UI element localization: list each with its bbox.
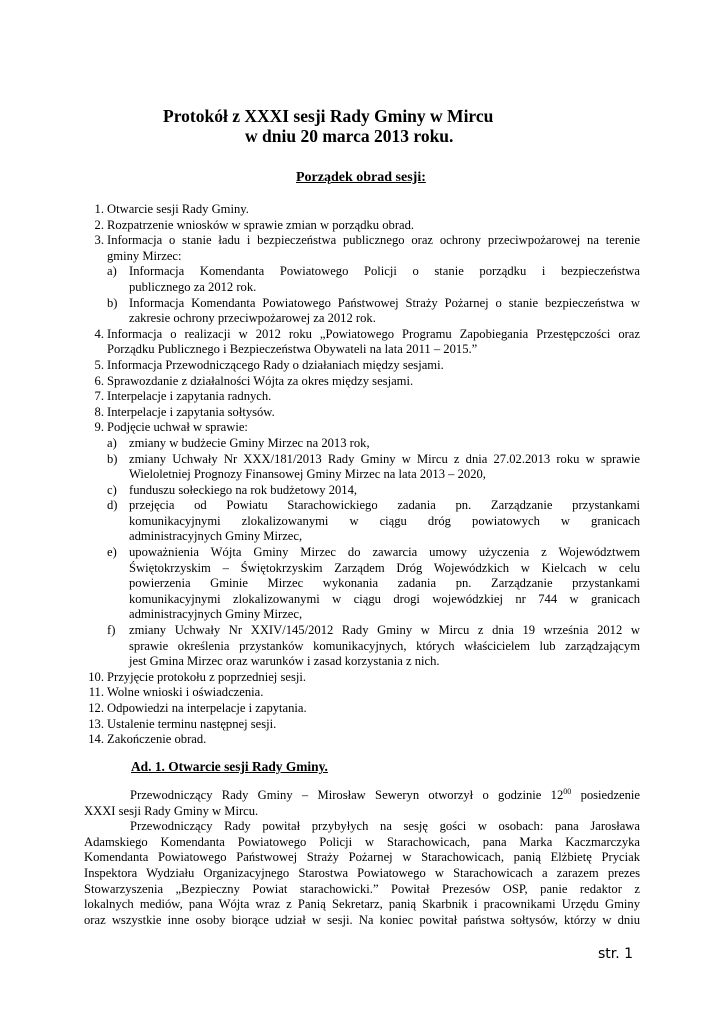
agenda-item bbox=[84, 717, 640, 733]
agenda-item bbox=[84, 420, 640, 436]
text-line: Odpowiedzi na interpelacje i zapytania. bbox=[107, 701, 307, 715]
agenda-item-number: 13. bbox=[88, 716, 104, 731]
page-title: Protokół z XXXI sesji Rady Gminy w Mircu bbox=[163, 106, 494, 126]
text-line: Zakończenie obrad. bbox=[107, 732, 207, 747]
agenda-subitem bbox=[84, 264, 640, 295]
agenda-item bbox=[84, 732, 640, 748]
agenda-subitem bbox=[84, 296, 640, 327]
text-line: Podjęcie uchwał w sprawie: bbox=[107, 420, 248, 435]
paragraph-line: lokalnych mediów, pana Wójta wraz z Panią Sekretarz, panią Skarbnik i pracownikami Urzędu Gminy bbox=[84, 897, 640, 912]
hour-superscript: 00 bbox=[563, 786, 572, 796]
agenda-item bbox=[84, 358, 640, 374]
agenda-item-number: 7. bbox=[94, 389, 104, 404]
paragraph-line bbox=[84, 788, 640, 804]
paragraph-line: oraz wszystkie inne osoby biorące udział w sesji. Na koniec powitał państwa sołtysów, którzy w dniu bbox=[84, 912, 640, 927]
text-line: sprawie określenia przystanków komunikacyjnych, których właścicielem lub zarządzającym bbox=[129, 638, 640, 653]
text-line: Interpelacje i zapytania sołtysów. bbox=[107, 404, 275, 419]
agenda-subitem-letter: f) bbox=[107, 623, 116, 638]
agenda-subitem bbox=[84, 483, 640, 499]
agenda-item-number: 6. bbox=[94, 373, 104, 388]
text-line: jest Gmina Mirzec oraz warunków i zasad korzystania z nich. bbox=[129, 654, 440, 669]
agenda-item bbox=[84, 202, 640, 218]
agenda-item-number: 10. bbox=[88, 669, 104, 684]
agenda-item bbox=[84, 233, 640, 264]
text-line: Porządku Publicznego i Bezpieczeństwa Obywateli na lata 2011 – 2015.” bbox=[107, 342, 478, 357]
text-line: Informacja Przewodniczącego Rady o działaniach między sesjami. bbox=[107, 357, 444, 372]
agenda-subitem bbox=[84, 623, 640, 670]
agenda-item-number: 4. bbox=[94, 326, 104, 341]
agenda-item-number: 2. bbox=[94, 217, 104, 232]
text-line: Informacja o stanie ładu i bezpieczeństwa publicznego oraz ochrony przeciwpożarowej na terenie bbox=[107, 233, 640, 248]
text-line: Informacja Komendanta Powiatowego Policji o stanie porządku i bezpieczeństwa bbox=[129, 264, 640, 279]
agenda-item bbox=[84, 405, 640, 421]
agenda-subitem bbox=[84, 452, 640, 483]
agenda-item bbox=[84, 701, 640, 717]
agenda-subitem-letter: a) bbox=[107, 435, 117, 450]
text-line: komunikacyjnymi zlokalizowanymi w ciągu drogi wojewódzkiej nr 744 w granicach bbox=[129, 591, 640, 606]
text-line: Rozpatrzenie wniosków w sprawie zmian w porządku obrad. bbox=[107, 217, 415, 232]
agenda-item bbox=[84, 389, 640, 405]
agenda-item-number: 1. bbox=[94, 202, 104, 216]
agenda-subitem-letter: a) bbox=[107, 264, 117, 279]
text-line: komunikacyjnymi zlokalizowanymi w ciągu dróg powiatowych w granicach bbox=[129, 513, 640, 528]
text-line: powierzenia Gminie Mirzec wykonania zadania pn. Zarządzanie przystankami bbox=[129, 576, 640, 591]
agenda-subitem bbox=[84, 498, 640, 545]
text-line: publicznego za 2012 rok. bbox=[129, 279, 257, 294]
page-number: str. 1 bbox=[598, 946, 634, 962]
paragraph-guests bbox=[84, 819, 640, 928]
agenda-subitem-letter: c) bbox=[107, 482, 117, 497]
text-line: Sprawozdanie z działalności Wójta za okres między sesjami. bbox=[107, 373, 414, 388]
paragraph-line: Przewodniczący Rady powitał przybyłych na sesję gości w osobach: pana Jarosława bbox=[130, 819, 640, 834]
paragraph-line: Komendanta Powiatowego Państwowej Straży Pożarnej w Starachowicach, panią Elżbietę Pryciak bbox=[84, 850, 640, 865]
agenda-item bbox=[84, 685, 640, 701]
paragraph-opening bbox=[84, 788, 640, 819]
agenda-subitem bbox=[84, 545, 640, 623]
text-line: Przyjęcie protokołu z poprzedniej sesji. bbox=[107, 669, 306, 684]
text-line: zakresie ochrony przeciwpożarowej za 2012 rok. bbox=[129, 311, 376, 326]
text-line: gminy Mirzec: bbox=[107, 248, 182, 263]
agenda-item-number: 5. bbox=[94, 357, 104, 372]
agenda-subitem-letter: d) bbox=[107, 498, 118, 513]
text-line: zmiany Uchwały Nr XXX/181/2013 Rady Gminy w Mircu z dnia 27.02.2013 roku w sprawie bbox=[129, 451, 640, 466]
text-line: Wolne wnioski i oświadczenia. bbox=[107, 685, 264, 700]
agenda-item bbox=[84, 670, 640, 686]
agenda-subitem-letter: e) bbox=[107, 545, 117, 560]
agenda-subitem-letter: b) bbox=[107, 451, 118, 466]
agenda-subitem-letter: b) bbox=[107, 295, 118, 310]
text-line: zmiany w budżecie Gminy Mirzec na 2013 rok, bbox=[129, 435, 370, 450]
agenda-subitem bbox=[84, 436, 640, 452]
agenda-item-number: 12. bbox=[88, 701, 104, 715]
agenda-item-number: 8. bbox=[94, 404, 104, 419]
text-line: Świętokrzyskim – Świętokrzyskim Zarządem Dróg Wojewódzkich w Kielcach w celu bbox=[129, 560, 640, 575]
paragraph-line: Adamskiego Komendanta Powiatowego Policji w Starachowicach, pana Marka Kaczmarczyka bbox=[84, 834, 640, 849]
section-heading-ad1: Ad. 1. Otwarcie sesji Rady Gminy. bbox=[131, 759, 328, 774]
agenda-item bbox=[84, 374, 640, 390]
text-line: Ustalenie terminu następnej sesji. bbox=[107, 716, 277, 731]
agenda-item-number: 9. bbox=[94, 420, 104, 435]
text-line: Informacja o realizacji w 2012 roku „Powiatowego Programu Zapobiegania Przestępczości oraz bbox=[107, 326, 640, 341]
paragraph-line: XXXI sesji Rady Gminy w Mircu. bbox=[84, 803, 259, 818]
text-line: upoważnienia Wójta Gminy Mirzec do zawarcia umowy użyczenia z Województwem bbox=[129, 545, 640, 560]
agenda-item-number: 11. bbox=[88, 685, 104, 700]
text-line: Wieloletniej Prognozy Finansowej Gminy Mirzec na lata 2013 – 2020, bbox=[129, 467, 486, 482]
text-line: administracyjnych Gminy Mirzec, bbox=[129, 607, 303, 622]
body-text bbox=[84, 788, 640, 928]
agenda-item bbox=[84, 327, 640, 358]
agenda-item-number: 3. bbox=[94, 233, 104, 248]
paragraph-line: Stowarzyszenia „Bezpieczny Powiat starachowicki.” Powitał Prezesów OSP, panie redaktor z bbox=[84, 881, 640, 896]
text-line: zmiany Uchwały Nr XXIV/145/2012 Rady Gminy w Mircu z dnia 19 września 2012 w bbox=[129, 623, 640, 638]
paragraph-text: posiedzenie bbox=[571, 788, 641, 802]
text-line: Otwarcie sesji Rady Gminy. bbox=[107, 202, 249, 216]
agenda-list bbox=[84, 202, 640, 748]
text-line: Informacja Komendanta Powiatowego Państwowej Straży Pożarnej o stanie bezpieczeństwa w bbox=[129, 295, 640, 310]
agenda-item-number: 14. bbox=[88, 732, 104, 747]
text-line: funduszu sołeckiego na rok budżetowy 2014, bbox=[129, 482, 358, 497]
page-subtitle: w dniu 20 marca 2013 roku. bbox=[245, 126, 454, 146]
agenda-heading: Porządek obrad sesji: bbox=[296, 170, 426, 185]
text-line: administracyjnych Gminy Mirzec, bbox=[129, 529, 303, 544]
text-line: Interpelacje i zapytania radnych. bbox=[107, 389, 272, 404]
agenda-item bbox=[84, 218, 640, 234]
text-line: przejęcia od Powiatu Starachowickiego zadania pn. Zarządzanie przystankami bbox=[129, 498, 640, 513]
paragraph-text: Przewodniczący Rady Gminy – Mirosław Seweryn otworzył o godzinie 12 bbox=[130, 788, 564, 802]
paragraph-line: Inspektora Wydziału Organizacyjnego Starostwa Powiatowego w Starachowicach a zarazem prezes bbox=[84, 865, 640, 880]
